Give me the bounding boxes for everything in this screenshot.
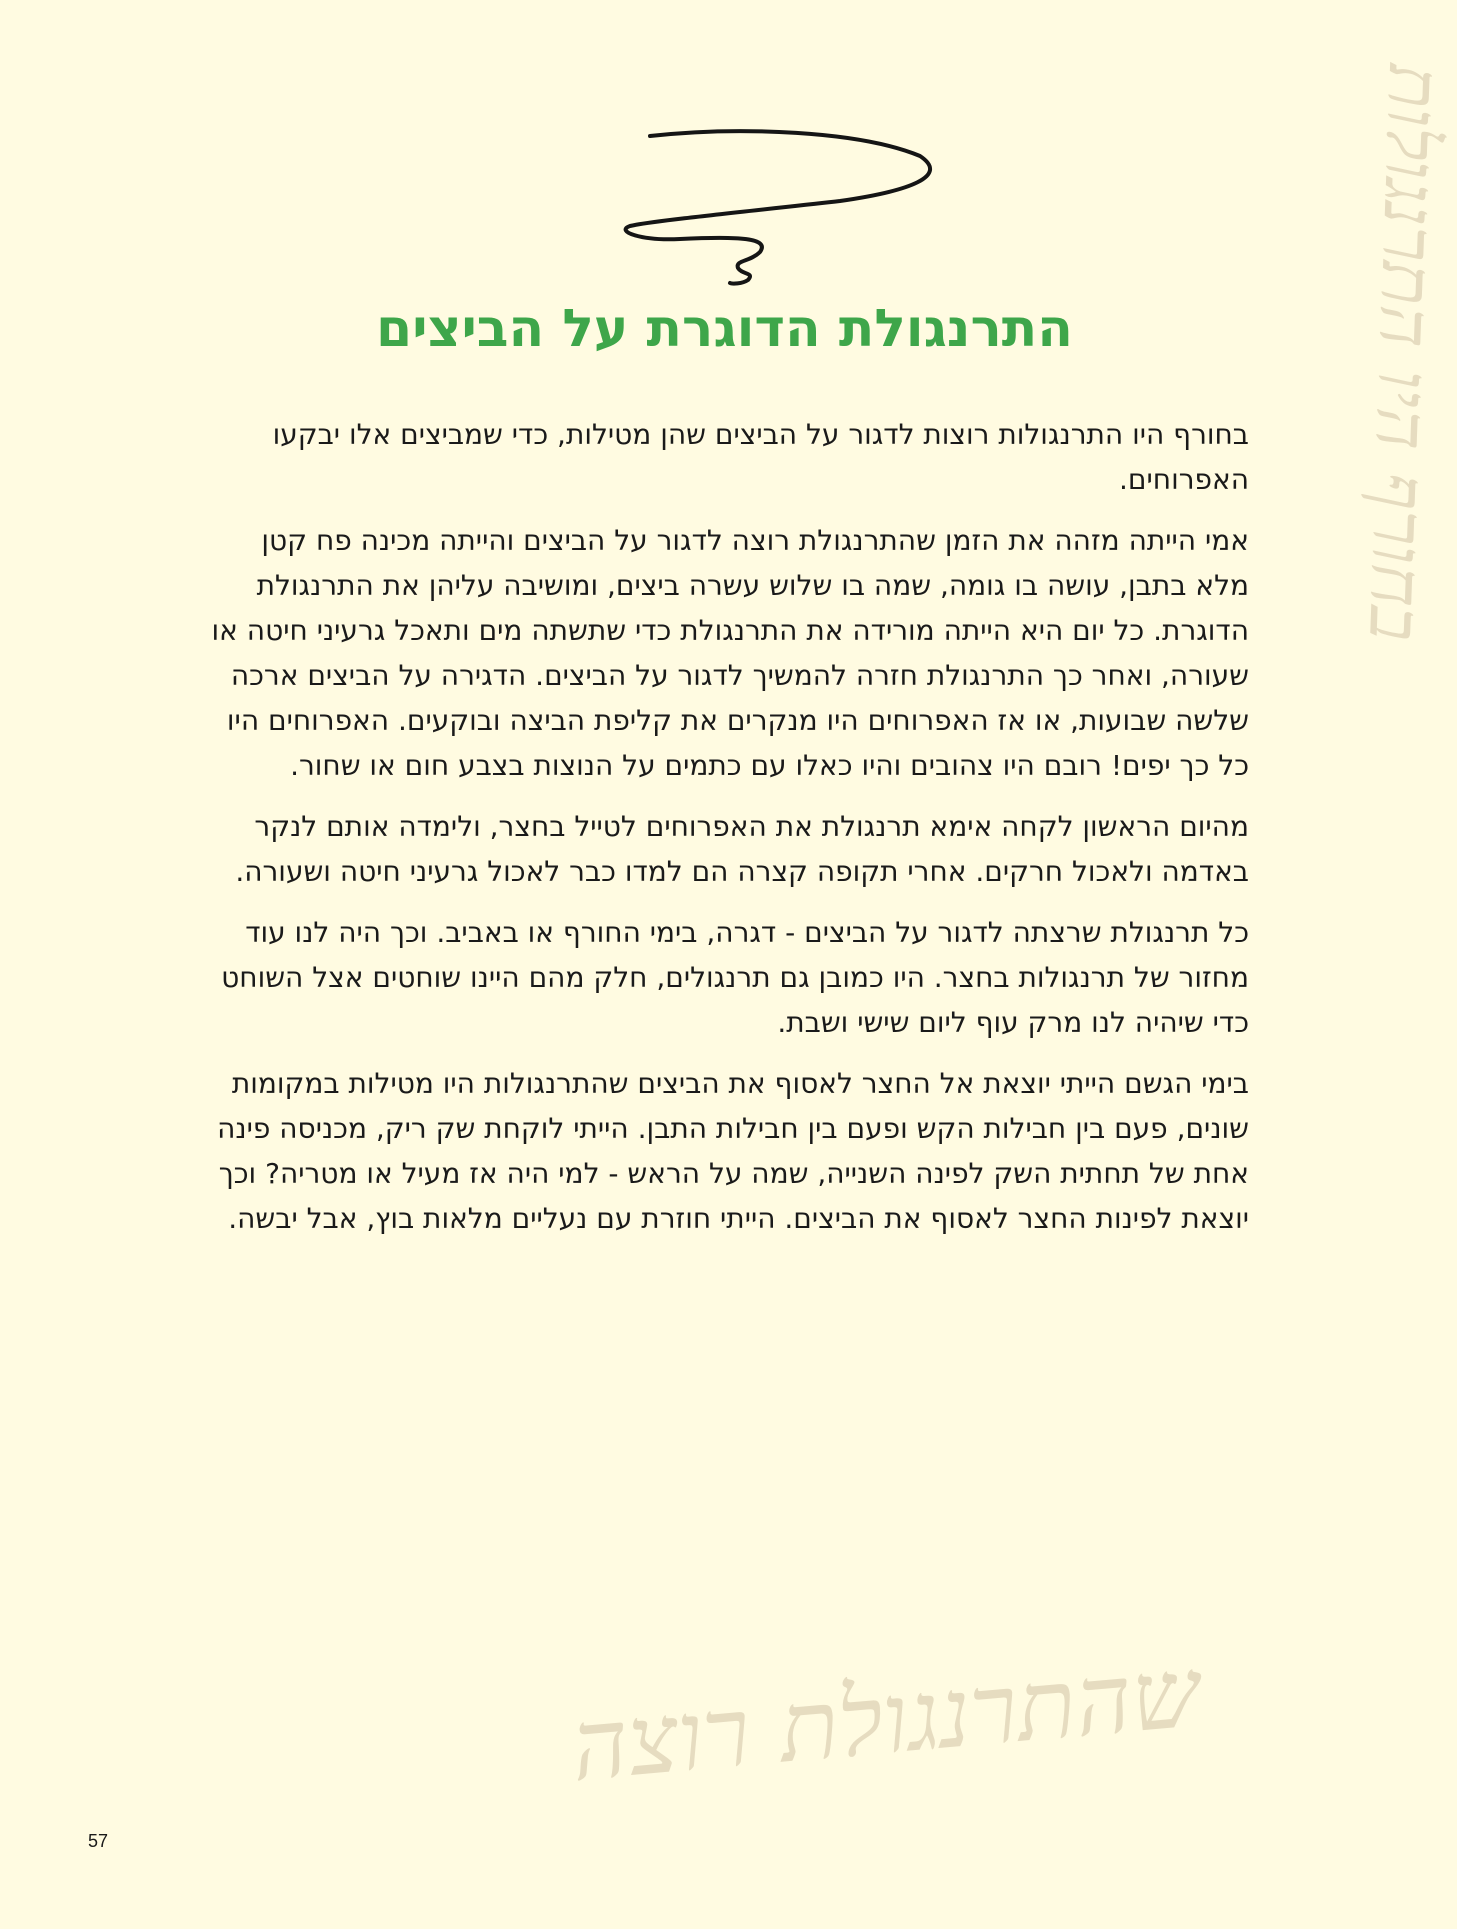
paragraph-1: בחורף היו התרנגולות רוצות לדגור על הביצים שהן מטילות, כדי שמביצים אלו יבקעו האפרוחים. bbox=[272, 418, 1249, 496]
paragraph-5: בימי הגשם הייתי יוצאת אל החצר לאסוף את הביצים שהתרנגולות היו מטילות במקומות שונים, פעם בין חבילות הקש ופעם בין חבילות התבן. הייתי לוקחת שק ריק, מכניסה פינה אחת של תחתית השק לפינה השנייה, שמה על הראש - למי היה אז מעיל או מטריה? וכך יוצאת לפינות החצר לאסוף את הביצים. הייתי חוזרת עם נעליים מלאות בוץ, אבל יבשה. bbox=[217, 1067, 1249, 1235]
page-number: 57 bbox=[88, 1831, 109, 1851]
paragraph-2: אמי הייתה מזהה את הזמן שהתרנגולת רוצה לדגור על הביצים והייתה מכינה פח קטן מלא בתבן, עושה בו גומה, שמה בו שלוש עשרה ביצים, ומושיבה עליהן את התרנגולת הדוגרת. כל יום היא הייתה מורידה את התרנגולת כדי שתשתה מים ותאכל גרעיני חיטה או שעורה, ואחר כך התרנגולת חזרה להמשיך לדגור על הביצים. הדגירה על הביצים ארכה שלשה שבועות, או אז האפרוחים היו מנקרים את קליפת הביצה ובוקעים. האפרוחים היו כל כך יפים! רובם היו צהובים והיו כאלו עם כתמים על הנוצות בצבע חום או שחור. bbox=[211, 524, 1249, 782]
watermark-bottom-text: שהתרנגולת רוצה bbox=[566, 1636, 1204, 1803]
watermark-side-text: בחורף היו התרנגולות bbox=[1353, 63, 1457, 643]
body-text bbox=[200, 412, 1249, 1257]
squiggle-ornament-icon bbox=[620, 126, 940, 286]
page-title: התרנגולת הדוגרת על הביצים bbox=[376, 299, 1073, 359]
paragraph-4: כל תרנגולת שרצתה לדגור על הביצים - דגרה, בימי החורף או באביב. וכך היה לנו עוד מחזור של תרנגולות בחצר. היו כמובן גם תרנגולים, חלק מהם היינו שוחטים אצל השוחט כדי שיהיה לנו מרק עוף ליום שישי ושבת. bbox=[221, 916, 1249, 1039]
paragraph-3: מהיום הראשון לקחה אימא תרנגולת את האפרוחים לטייל בחצר, ולימדה אותם לנקר באדמה ולאכול חרקים. אחרי תקופה קצרה הם למדו כבר לאכול גרעיני חיטה ושעורה. bbox=[235, 810, 1249, 888]
